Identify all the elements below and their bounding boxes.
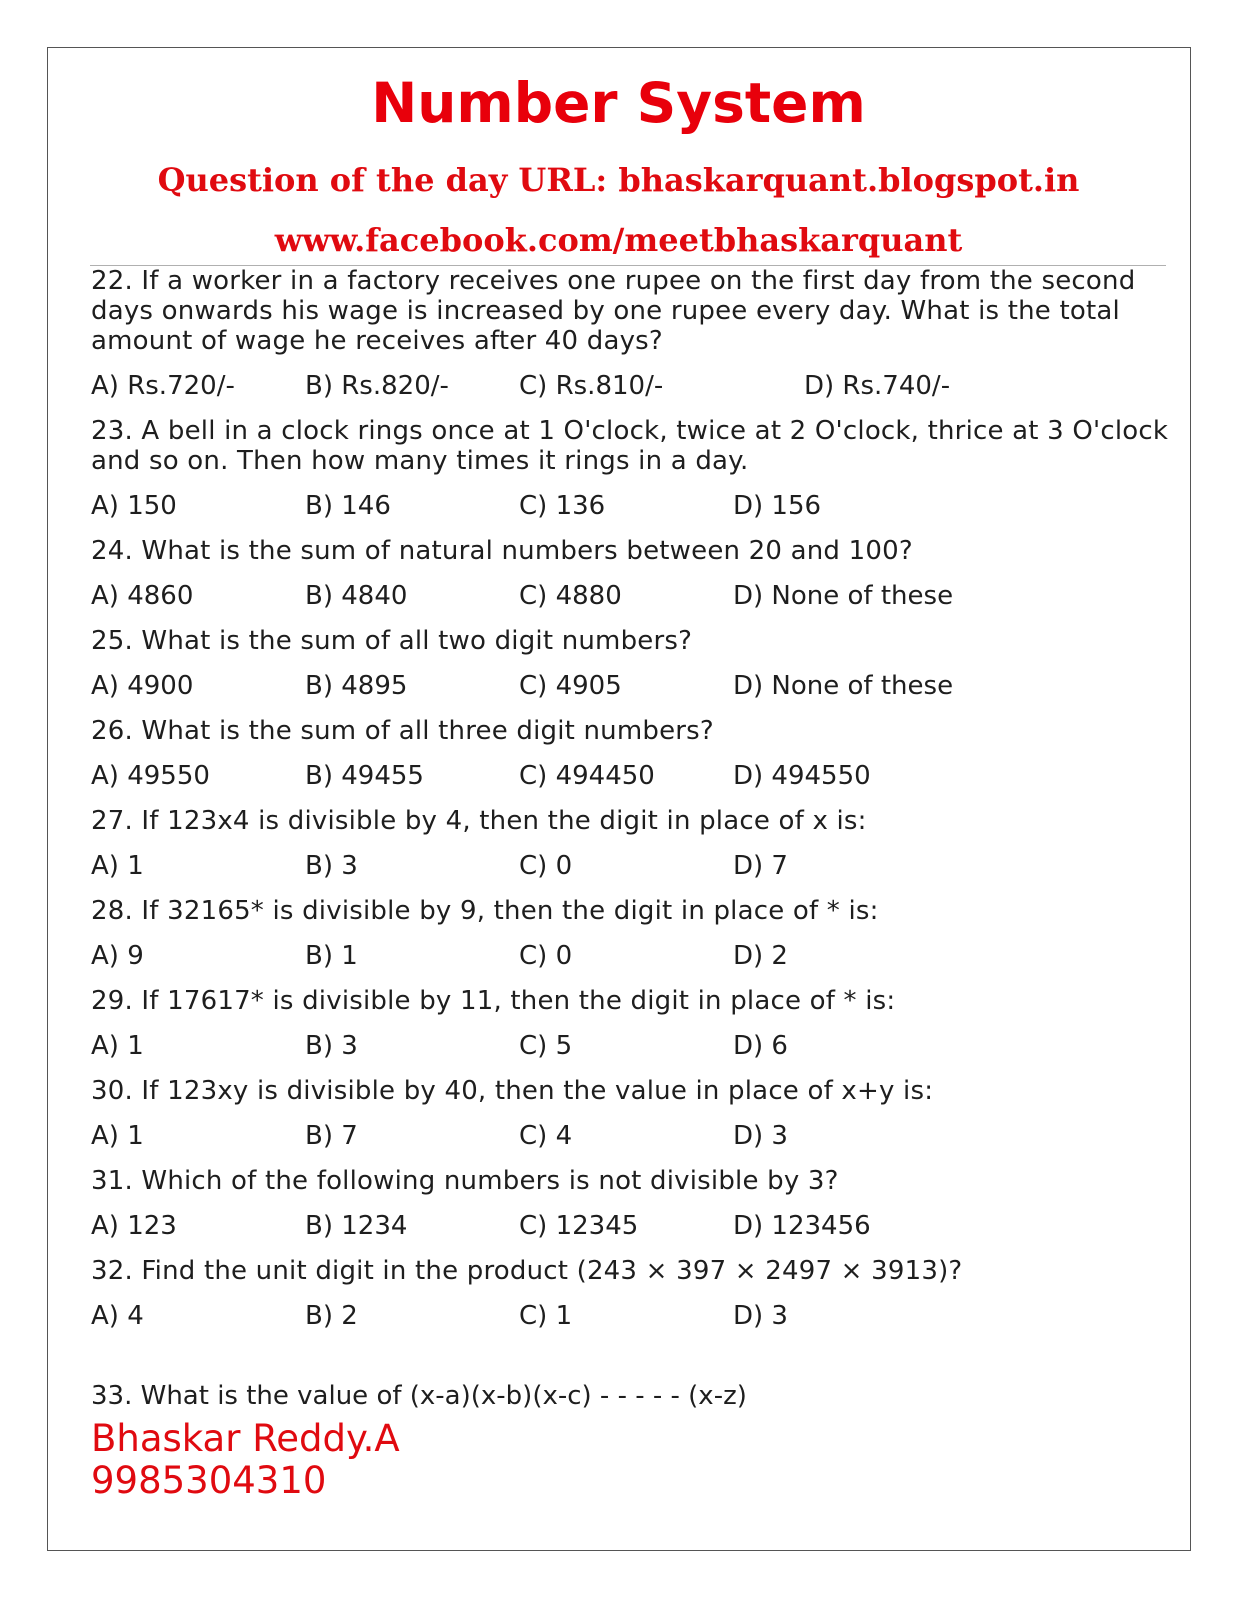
- option-a: A) 123: [91, 1211, 177, 1241]
- option-c: C) 12345: [519, 1211, 639, 1241]
- question-32: [91, 1256, 1169, 1331]
- question-text: 26. What is the sum of all three digit numbers?: [91, 716, 714, 746]
- question-22: [91, 266, 1169, 401]
- question-28: [91, 896, 1169, 971]
- question-30: [91, 1076, 1169, 1151]
- options-row: [91, 1211, 1169, 1241]
- option-c: C) 5: [519, 1031, 573, 1061]
- question-text: 25. What is the sum of all two digit numbers?: [91, 626, 693, 656]
- question-text: 27. If 123x4 is divisible by 4, then the digit in place of x is:: [91, 806, 867, 836]
- option-b: B) 2: [305, 1301, 358, 1331]
- option-d: D) 156: [733, 491, 822, 521]
- question-text: 31. Which of the following numbers is not divisible by 3?: [91, 1166, 839, 1196]
- option-d: D) 3: [733, 1121, 788, 1151]
- option-a: A) 4: [91, 1301, 144, 1331]
- author-phone: 9985304310: [91, 1459, 327, 1502]
- option-a: A) 1: [91, 1031, 144, 1061]
- option-d: D) 2: [733, 941, 788, 971]
- option-c: C) 1: [519, 1301, 573, 1331]
- option-d: D) None of these: [733, 671, 954, 701]
- question-text: 29. If 17617* is divisible by 11, then the digit in place of * is:: [91, 986, 896, 1016]
- options-row: [91, 491, 1169, 521]
- page-title: Number System: [371, 71, 866, 135]
- option-a: A) 1: [91, 851, 144, 881]
- option-d: D) 3: [733, 1301, 788, 1331]
- question-text: 30. If 123xy is divisible by 40, then the value in place of x+y is:: [91, 1076, 934, 1106]
- option-c: C) 4905: [519, 671, 622, 701]
- options-row: [91, 1121, 1169, 1151]
- option-c: C) 4: [519, 1121, 573, 1151]
- options-row: [91, 1031, 1169, 1061]
- option-a: A) 4860: [91, 581, 194, 611]
- option-d: D) Rs.740/-: [804, 371, 951, 401]
- option-a: A) Rs.720/-: [91, 371, 235, 401]
- question-text: 24. What is the sum of natural numbers between 20 and 100?: [91, 536, 913, 566]
- options-row: [91, 371, 1169, 401]
- question-29: [91, 986, 1169, 1061]
- question-31: [91, 1166, 1169, 1241]
- blog-url-line: Question of the day URL: bhaskarquant.blogspot.in: [157, 161, 1080, 199]
- option-a: A) 150: [91, 491, 177, 521]
- option-a: A) 9: [91, 941, 144, 971]
- option-b: B) 4895: [305, 671, 408, 701]
- options-row: [91, 671, 1169, 701]
- option-b: B) 3: [305, 1031, 358, 1061]
- option-b: B) 1234: [305, 1211, 408, 1241]
- question-27: [91, 806, 1169, 881]
- option-b: B) 49455: [305, 761, 424, 791]
- author-name: Bhaskar Reddy.A: [91, 1417, 400, 1460]
- option-c: C) 0: [519, 851, 573, 881]
- option-d: D) 6: [733, 1031, 788, 1061]
- question-23: [91, 416, 1169, 521]
- option-c: C) 0: [519, 941, 573, 971]
- question-33: 33. What is the value of (x-a)(x-b)(x-c) - - - - - (x-z): [91, 1381, 747, 1411]
- options-row: [91, 1301, 1169, 1331]
- option-b: B) Rs.820/-: [305, 371, 449, 401]
- option-b: B) 4840: [305, 581, 408, 611]
- option-b: B) 1: [305, 941, 358, 971]
- option-d: D) 494550: [733, 761, 871, 791]
- option-c: C) 4880: [519, 581, 622, 611]
- options-row: [91, 761, 1169, 791]
- options-row: [91, 851, 1169, 881]
- question-text: 28. If 32165* is divisible by 9, then the digit in place of * is:: [91, 896, 879, 926]
- options-row: [91, 941, 1169, 971]
- option-c: C) 494450: [519, 761, 655, 791]
- option-a: A) 1: [91, 1121, 144, 1151]
- facebook-url-line: www.facebook.com/meetbhaskarquant: [274, 221, 963, 259]
- options-row: [91, 581, 1169, 611]
- option-c: C) 136: [519, 491, 606, 521]
- question-list: [91, 266, 1169, 1346]
- option-a: A) 4900: [91, 671, 194, 701]
- question-26: [91, 716, 1169, 791]
- option-d: D) 7: [733, 851, 788, 881]
- question-text: 22. If a worker in a factory receives one rupee on the first day from the second days onwards his wage is increased by one rupee every day. What is the total amount of wage he receives after 40 days?: [91, 266, 1136, 356]
- option-c: C) Rs.810/-: [519, 371, 664, 401]
- option-b: B) 146: [305, 491, 391, 521]
- option-d: D) None of these: [733, 581, 954, 611]
- option-b: B) 7: [305, 1121, 358, 1151]
- option-a: A) 49550: [91, 761, 210, 791]
- question-text: 23. A bell in a clock rings once at 1 O'clock, twice at 2 O'clock, thrice at 3 O'clock and so on. Then how many times it rings in a day.: [91, 416, 1169, 476]
- option-b: B) 3: [305, 851, 358, 881]
- question-25: [91, 626, 1169, 701]
- option-d: D) 123456: [733, 1211, 871, 1241]
- question-24: [91, 536, 1169, 611]
- question-text: 32. Find the unit digit in the product (243 × 397 × 2497 × 3913)?: [91, 1256, 963, 1286]
